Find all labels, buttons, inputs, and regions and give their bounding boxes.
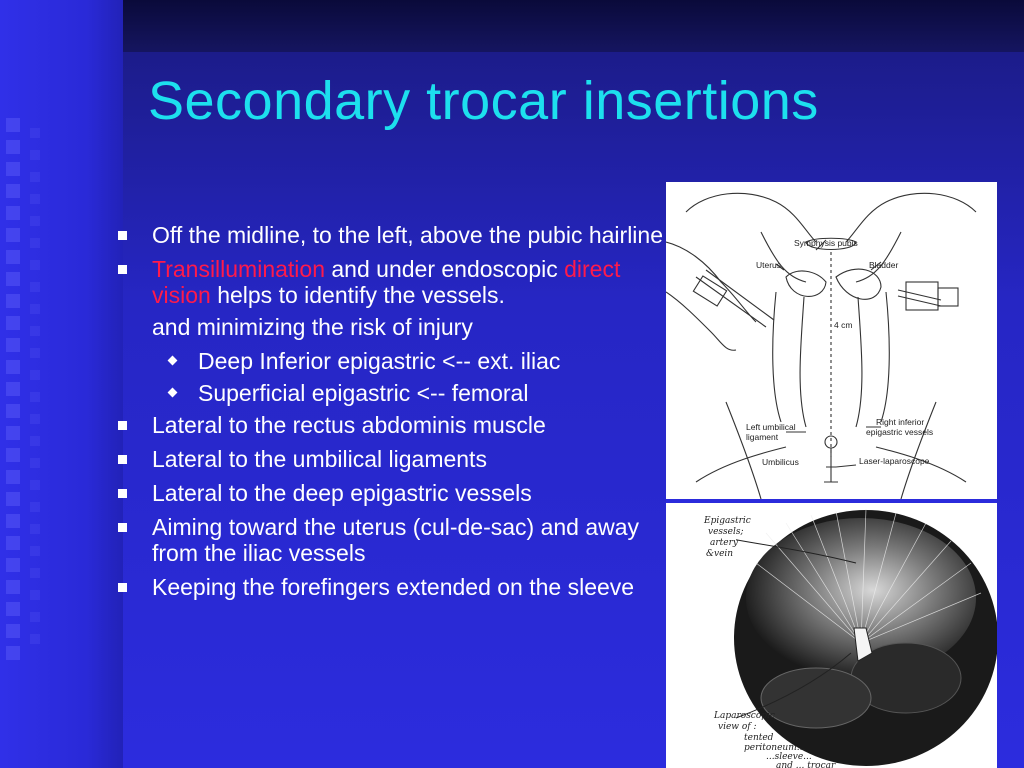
label-trocar: and ... trocar [776, 761, 836, 768]
pelvis-right-wing [846, 193, 976, 242]
bullet-item: Aiming toward the uterus (cul-de-sac) and away from the iliac vessels [112, 514, 672, 566]
label-sleeve: ...sleeve... [766, 752, 812, 762]
label-right-vessels: Right inferior [876, 417, 925, 427]
bladder-shape [836, 269, 881, 299]
label-tented: tented [744, 733, 774, 743]
label-artery: artery [710, 538, 738, 548]
bullet-item-transillumination: Transillumination and under endoscopic direct vision helps to identify the vessels. [112, 256, 672, 308]
bullet-item: Lateral to the deep epigastric vessels [112, 480, 672, 506]
highlight-text: direct vision [152, 256, 621, 308]
label-laparoscopic: Laparoscopic [714, 711, 775, 721]
trocar-right [898, 290, 941, 306]
laparoscopic-drawing [666, 503, 997, 768]
left-decorative-band [0, 0, 123, 768]
sub-bullet-item: Superficial epigastric <-- femoral [112, 380, 672, 406]
slide-title: Secondary trocar insertions [148, 71, 819, 131]
top-decorative-band [123, 0, 1024, 52]
bullet-list [112, 222, 672, 608]
pelvis-drawing [666, 182, 997, 499]
highlight-text: Transillumination [152, 256, 325, 282]
bullet-item: Lateral to the rectus abdominis muscle [112, 412, 672, 438]
uterus-shape [786, 271, 826, 296]
label-left-ligament: Left umbilical [746, 422, 796, 432]
bullet-item: Keeping the forefingers extended on the sleeve [112, 574, 672, 600]
bullet-item: Lateral to the umbilical ligaments [112, 446, 672, 472]
label-epigastric: Epigastric [704, 516, 751, 526]
decorative-squares [6, 118, 32, 668]
label-view-of: view of : [718, 722, 757, 732]
left-ligament-line [800, 297, 806, 427]
pelvis-left-wing [686, 193, 816, 242]
label-left-ligament-2: ligament [746, 432, 779, 442]
label-vessels: vessels; [708, 527, 744, 537]
decorative-squares-secondary [30, 128, 56, 656]
label-vein: &vein [706, 549, 734, 559]
bullet-item: Off the midline, to the left, above the pubic hairline [112, 222, 672, 248]
anatomy-illustration [666, 182, 997, 499]
label-laser: Laser-laparoscope [859, 456, 930, 466]
label-bladder: Bladder [869, 260, 899, 270]
label-peritoneum: peritoneum... [744, 743, 806, 753]
label-right-vessels-2: epigastric vessels [866, 427, 934, 437]
label-symphysis: Symphysis pubis [794, 238, 858, 248]
laparoscopic-view-illustration [666, 503, 997, 768]
label-uterus: Uterus [756, 260, 782, 270]
label-distance: 4 cm [834, 320, 853, 330]
label-umbilicus: Umbilicus [762, 457, 799, 467]
bullet-continuation: and minimizing the risk of injury [152, 314, 473, 340]
sub-bullet-item: Deep Inferior epigastric <-- ext. iliac [112, 348, 672, 374]
right-ligament-line [856, 297, 862, 427]
